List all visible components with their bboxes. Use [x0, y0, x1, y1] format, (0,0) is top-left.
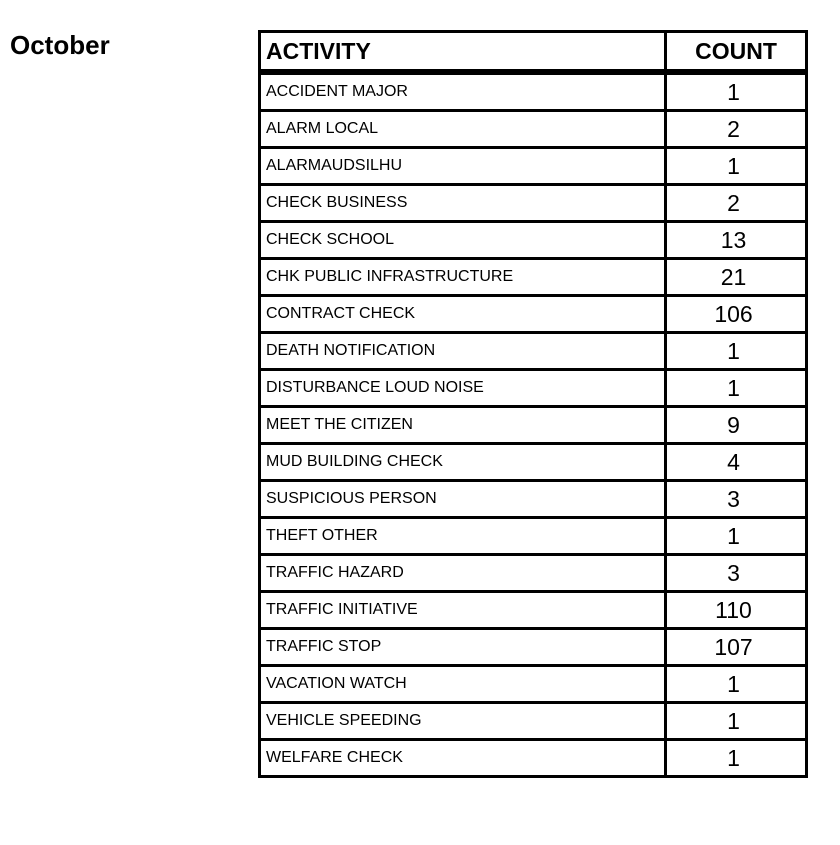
- count-cell: 1: [666, 370, 807, 407]
- month-label: October: [10, 30, 110, 60]
- table-row: [260, 72, 807, 111]
- table-row: [260, 629, 807, 666]
- table-row: [260, 185, 807, 222]
- count-cell: 110: [666, 592, 807, 629]
- count-cell: 4: [666, 444, 807, 481]
- activity-cell: SUSPICIOUS PERSON: [260, 481, 666, 518]
- activity-cell: THEFT OTHER: [260, 518, 666, 555]
- table-row: [260, 222, 807, 259]
- count-cell: 106: [666, 296, 807, 333]
- activity-cell: CONTRACT CHECK: [260, 296, 666, 333]
- table-row: [260, 148, 807, 185]
- table-row: [260, 666, 807, 703]
- activity-cell: ACCIDENT MAJOR: [260, 72, 666, 111]
- activity-cell: ALARMAUDSILHU: [260, 148, 666, 185]
- activity-cell: MUD BUILDING CHECK: [260, 444, 666, 481]
- count-cell: 1: [666, 148, 807, 185]
- count-cell: 107: [666, 629, 807, 666]
- table-row: [260, 444, 807, 481]
- activity-cell: CHK PUBLIC INFRASTRUCTURE: [260, 259, 666, 296]
- count-cell: 21: [666, 259, 807, 296]
- table-body: [260, 72, 807, 777]
- table-row: [260, 407, 807, 444]
- activity-cell: MEET THE CITIZEN: [260, 407, 666, 444]
- table-row: [260, 111, 807, 148]
- count-cell: 1: [666, 666, 807, 703]
- activity-cell: CHECK SCHOOL: [260, 222, 666, 259]
- activity-cell: DEATH NOTIFICATION: [260, 333, 666, 370]
- activity-cell: DISTURBANCE LOUD NOISE: [260, 370, 666, 407]
- table-row: [260, 481, 807, 518]
- count-cell: 3: [666, 481, 807, 518]
- table-row: [260, 555, 807, 592]
- activity-cell: TRAFFIC STOP: [260, 629, 666, 666]
- table-row: [260, 592, 807, 629]
- table-row: [260, 370, 807, 407]
- count-cell: 1: [666, 740, 807, 777]
- activity-column-header: ACTIVITY: [260, 32, 666, 73]
- count-cell: 1: [666, 72, 807, 111]
- activity-cell: VACATION WATCH: [260, 666, 666, 703]
- table-row: [260, 703, 807, 740]
- table-header-row: [260, 32, 807, 73]
- count-cell: 1: [666, 518, 807, 555]
- count-cell: 9: [666, 407, 807, 444]
- table-row: [260, 740, 807, 777]
- table-row: [260, 333, 807, 370]
- count-cell: 2: [666, 111, 807, 148]
- activity-cell: ALARM LOCAL: [260, 111, 666, 148]
- activity-cell: CHECK BUSINESS: [260, 185, 666, 222]
- count-cell: 3: [666, 555, 807, 592]
- count-cell: 1: [666, 703, 807, 740]
- activity-count-table: [258, 30, 808, 778]
- count-cell: 1: [666, 333, 807, 370]
- table-row: [260, 296, 807, 333]
- count-cell: 13: [666, 222, 807, 259]
- count-column-header: COUNT: [666, 32, 807, 73]
- activity-cell: WELFARE CHECK: [260, 740, 666, 777]
- table-row: [260, 259, 807, 296]
- activity-cell: TRAFFIC INITIATIVE: [260, 592, 666, 629]
- activity-cell: TRAFFIC HAZARD: [260, 555, 666, 592]
- table-row: [260, 518, 807, 555]
- count-cell: 2: [666, 185, 807, 222]
- activity-cell: VEHICLE SPEEDING: [260, 703, 666, 740]
